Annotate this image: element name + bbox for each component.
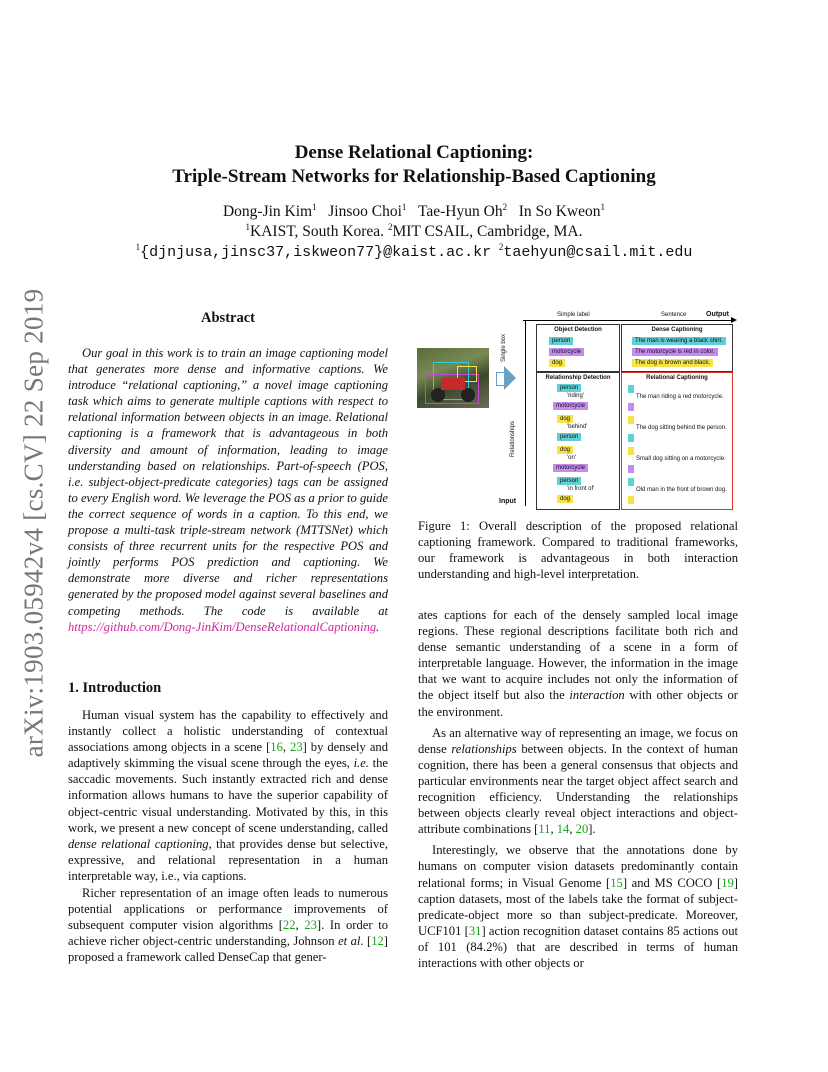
rd-predicate: 'riding'	[567, 393, 584, 399]
rd-predicate: 'in front of'	[567, 486, 595, 492]
email-sup: 1	[135, 242, 141, 252]
citation[interactable]: 12	[371, 934, 384, 949]
dense-captioning-panel	[621, 324, 733, 372]
author-sup: 1	[600, 202, 606, 212]
rd-subject: dog	[557, 446, 573, 454]
citation[interactable]: 14	[556, 822, 570, 837]
rd-object: dog	[557, 495, 573, 503]
rc-caption: The dog sitting behind the person.	[636, 425, 727, 431]
intro-heading	[68, 680, 161, 697]
rd-subject: person	[557, 477, 581, 485]
rd-subject: dog	[557, 415, 573, 423]
affil-sup: 1	[245, 222, 251, 232]
email-mit: taehyun@csail.mit.edu	[503, 244, 693, 262]
rc-color-chip	[628, 403, 634, 411]
input-photo	[417, 348, 489, 408]
relationships-label: Relationships	[510, 420, 516, 457]
affil-kaist: KAIST, South Korea.	[250, 223, 385, 241]
abstract-heading: Abstract	[201, 310, 255, 326]
motorcycle-body	[441, 378, 465, 390]
figure-caption: Figure 1: Overall description of the proposed relational captioning framework. Compared to traditional frameworks, our framework is advantageous in both interaction understanding and high-level interpretation.	[418, 519, 738, 582]
author-sup: 1	[401, 202, 407, 212]
author-sup: 2	[502, 202, 508, 212]
wheel	[431, 388, 445, 402]
citation[interactable]: 23	[290, 740, 303, 755]
email-sup: 2	[498, 242, 504, 252]
sentence-label: Sentence	[661, 312, 687, 318]
single-box-label: Single box	[501, 333, 507, 362]
author-name: Tae-Hyun Oh	[418, 203, 503, 221]
rc-title: Relational Captioning	[646, 375, 708, 381]
abstract-text: Our goal in this work is to train an image captioning model that generates more dense and informative captions. We introduce “relational captioning,” a novel image captioning task which aims to generate multiple captions with respect to relational information between objects in an image. Relational captioning is a framework that is advantageous in both diversity and amount of information, leading to image understanding based on relationships. Part-of-speech (POS, i.e. subject-object-predicate categories) tags can be assigned to every English word. We leverage the POS as a prior to guide the correct sequence of words in a caption. To this end, we propose a multi-task triple-stream network (MTTSNet) which consists of three recurrent units for the respective POS and jointly performs POS prediction and captioning. We demonstrate more diverse and richer representations generated by the proposed model against several baselines and competing methods. The code is available at	[68, 346, 388, 618]
intro-body	[68, 707, 388, 966]
rd-subject: person	[557, 384, 581, 392]
output-label: Output	[706, 311, 729, 318]
intro-heading-text: 1. Introduction	[68, 680, 162, 696]
intro-paragraph-2: Richer representation of an image often leads to numerous potential applications or performance improvements of subsequent computer vision algorithms [22, 23]. In order to achieve richer object-centric understanding, Johnson et al. [12] proposed a framework called DenseCap that gener-	[68, 886, 389, 965]
dc-caption: The dog is brown and black.	[632, 359, 713, 367]
authors	[0, 202, 828, 221]
flow-arrow-icon	[504, 366, 516, 390]
right-paragraph-3: Interestingly, we observe that the annotations done by humans on computer vision datasets predominantly contain relational forms; in Visual Genome [15] and MS COCO [19] caption datasets, most of the labels take the format of subject-predicate-object more so than subject-predicate. Moreover, UCF101 [31] action recognition dataset contains 85 actions out of 101 (84.2%) that are described in terms of human interactions with other objects or	[418, 843, 738, 970]
rd-predicate: 'behind'	[567, 424, 588, 430]
emails	[0, 242, 828, 261]
rd-title: Relationship Detection	[545, 375, 611, 381]
od-label: person	[549, 337, 573, 345]
rc-color-chip	[628, 434, 634, 442]
author-name: Dong-Jin Kim	[222, 203, 313, 221]
input-axis	[525, 320, 526, 506]
intro-paragraph-1: Human visual system has the capability to effectively and instantly collect a holistic understanding of contextual associations among objects in a scene [16, 23] by densely and adaptively skimming the visual scene through the eyes, i.e. the saccadic movements. Such instantly extracted rich and dense information allows humans to have the superior capability of object-centric visual understanding. Motivated by this, in this work, we present a new concept of scene understanding, called dense relational captioning, that provides dense but selective, expressive, and relational representation in a human interpretable way, i.e., via captions.	[68, 708, 389, 883]
citation[interactable]: 11	[538, 822, 551, 837]
citation[interactable]: 16	[270, 740, 283, 755]
input-label: Input	[499, 498, 517, 505]
wheel	[461, 388, 475, 402]
author-sup: 1	[312, 202, 317, 212]
abstract-body	[68, 345, 388, 635]
dc-caption: The man is wearing a black shirt.	[632, 337, 726, 345]
simple-label: Simple label	[557, 312, 590, 318]
rd-object: motorcycle	[553, 464, 588, 472]
object-detection-panel	[536, 324, 620, 372]
citation[interactable]: 23	[304, 918, 317, 933]
code-link[interactable]: https://github.com/Dong-JinKim/DenseRelationalCaptioning	[68, 619, 377, 634]
citation[interactable]: 31	[468, 923, 482, 938]
figure-1	[415, 310, 740, 515]
title-line-1: Dense Relational Captioning:	[294, 142, 534, 163]
rd-object: person	[557, 433, 581, 441]
citation[interactable]: 22	[282, 918, 296, 933]
rc-caption: The man riding a red motorcycle.	[636, 394, 724, 400]
citation[interactable]: 20	[575, 822, 589, 837]
rd-object: motorcycle	[553, 402, 588, 410]
rd-predicate: 'on'	[567, 455, 576, 461]
citation[interactable]: 19	[721, 875, 734, 890]
arxiv-sidebar	[14, 288, 54, 758]
right-column-body	[418, 607, 738, 971]
title-line-2: Triple-Stream Networks for Relationship-Based Captioning	[172, 166, 656, 187]
right-paragraph-2: As an alternative way of representing an image, we focus on dense relationships between objects. In the context of human cognition, there has been a general consensus that objects and particular environments near the target object affect search and recognition efficiency. Understanding the relationships between objects clearly reveal object interactions and object-attribute combinations [11, 14, 20].	[418, 725, 739, 837]
rc-color-chip	[628, 496, 634, 504]
dc-caption: The motorcycle is red in color.	[632, 348, 718, 356]
relationship-detection-panel	[536, 372, 620, 510]
affil-mit: MIT CSAIL, Cambridge, MA.	[392, 223, 583, 241]
rc-color-chip	[628, 465, 634, 473]
affil-sup: 2	[387, 222, 393, 232]
right-paragraph-1: ates captions for each of the densely sampled local image regions. These regional descriptions facilitate both rich and dense semantic understanding of a scene in a form of interpretable language. However, the information in the image that we want to acquire includes not only the information of the object itself but also the interaction with other objects or the environment.	[418, 608, 738, 719]
author-name: Jinsoo Choi	[328, 203, 402, 221]
citation[interactable]: 15	[610, 875, 623, 890]
od-label: motorcycle	[549, 348, 584, 356]
rc-color-chip	[628, 385, 634, 393]
output-axis	[523, 320, 735, 321]
rc-caption: Small dog sitting on a motorcycle.	[636, 456, 726, 462]
output-arrowhead	[731, 317, 737, 323]
relational-captioning-panel	[621, 372, 733, 510]
abstract-end: .	[376, 619, 380, 634]
rc-color-chip	[628, 416, 634, 424]
arxiv-id: arXiv:1903.05942v4 [cs.CV] 22 Sep 2019	[18, 288, 49, 758]
author-name: In So Kweon	[518, 203, 601, 221]
rc-caption: Old man in the front of brown dog.	[636, 487, 727, 493]
affiliations	[0, 222, 828, 241]
od-label: dog	[549, 359, 565, 367]
dc-title: Dense Captioning	[651, 327, 703, 333]
od-title: Object Detection	[554, 327, 602, 333]
rc-color-chip	[628, 447, 634, 455]
email-kaist: {djnjusa,jinsc37,iskweon77}@kaist.ac.kr	[140, 244, 492, 262]
rc-color-chip	[628, 478, 634, 486]
